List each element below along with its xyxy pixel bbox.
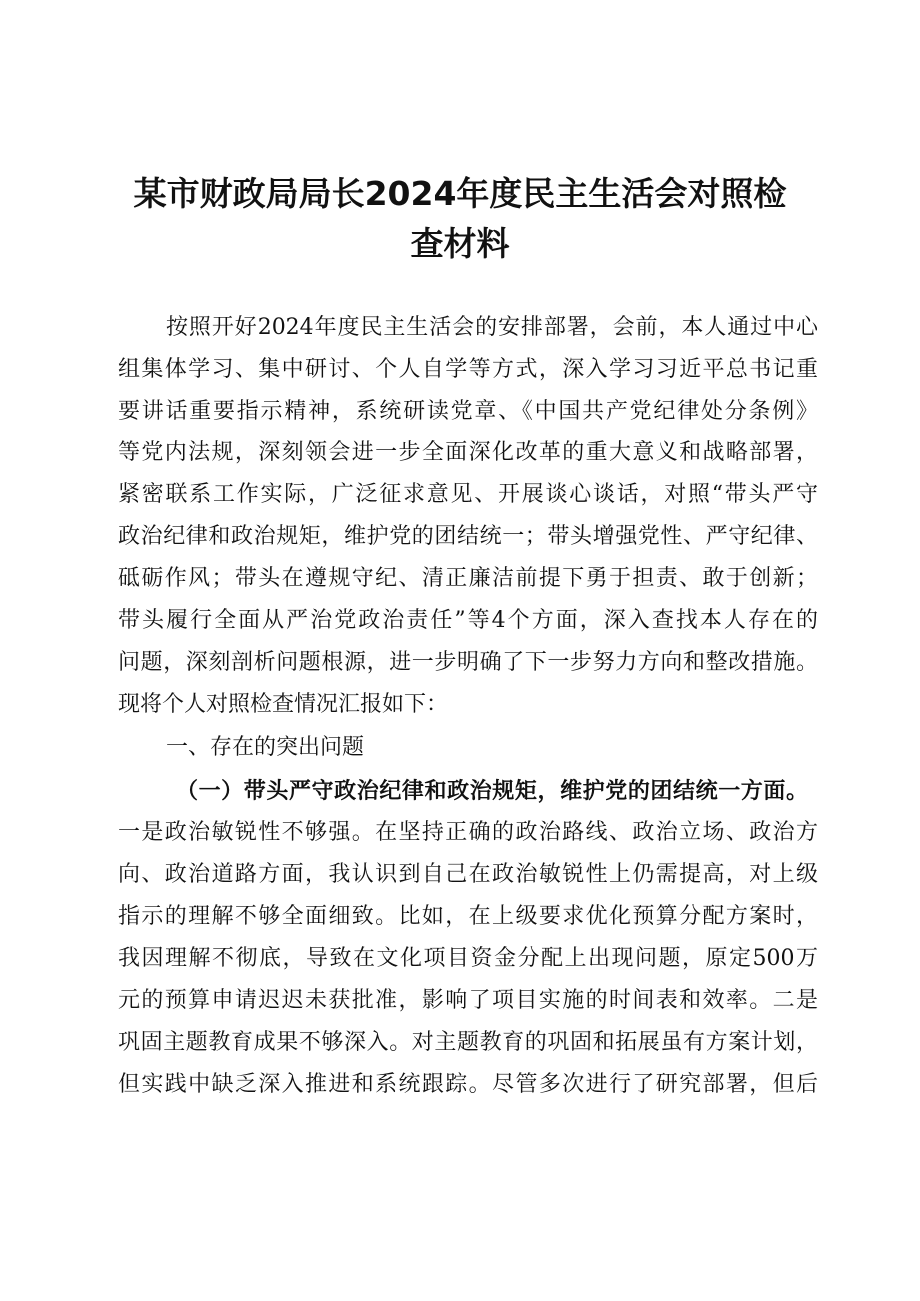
- intro-line: 带头履行全面从严治党政治责任”等4个方面，深入查找本人存在的: [118, 608, 818, 633]
- intro-line: 问题，深刻剖析问题根源，进一步明确了下一步努力方向和整改措施。: [118, 650, 818, 675]
- intro-line: 组集体学习、集中研讨、个人自学等方式，深入学习习近平总书记重: [118, 357, 818, 382]
- intro-line: 紧密联系工作实际，广泛征求意见、开展谈心谈话，对照“带头严守: [118, 482, 818, 507]
- section-heading: 一、存在的突出问题: [166, 735, 365, 760]
- document-title-line-2: 查材料: [410, 224, 510, 263]
- body-line: 但实践中缺乏深入推进和系统跟踪。尽管多次进行了研究部署，但后: [118, 1072, 818, 1097]
- body-line: 向、政治道路方面，我认识到自己在政治敏锐性上仍需提高，对上级: [118, 862, 818, 887]
- body-line: 一是政治敏锐性不够强。在坚持正确的政治路线、政治立场、政治方: [118, 820, 818, 845]
- intro-line: 要讲话重要指示精神，系统研读党章、《中国共产党纪律处分条例》: [118, 399, 818, 424]
- intro-line: 按照开好2024年度民主生活会的安排部署，会前，本人通过中心: [166, 315, 818, 340]
- intro-line: 政治纪律和政治规矩，维护党的团结统一；带头增强党性、严守纪律、: [118, 524, 818, 549]
- document-title-line-1: 某市财政局局长2024年度民主生活会对照检: [133, 174, 787, 213]
- body-line: 指示的理解不够全面细致。比如，在上级要求优化预算分配方案时，: [118, 904, 818, 929]
- subsection-heading: （一）带头严守政治纪律和政治规矩，维护党的团结统一方面。: [176, 778, 808, 804]
- body-line: 巩固主题教育成果不够深入。对主题教育的巩固和拓展虽有方案计划，: [118, 1030, 818, 1055]
- intro-line: 等党内法规，深刻领会进一步全面深化改革的重大意义和战略部署，: [118, 440, 818, 465]
- intro-line: 砥砺作风；带头在遵规守纪、清正廉洁前提下勇于担责、敢于创新；: [118, 566, 818, 591]
- body-line: 我因理解不彻底，导致在文化项目资金分配上出现问题，原定500万: [118, 946, 818, 971]
- body-line: 元的预算申请迟迟未获批准，影响了项目实施的时间表和效率。二是: [118, 988, 818, 1013]
- intro-line: 现将个人对照检查情况汇报如下：: [118, 692, 449, 717]
